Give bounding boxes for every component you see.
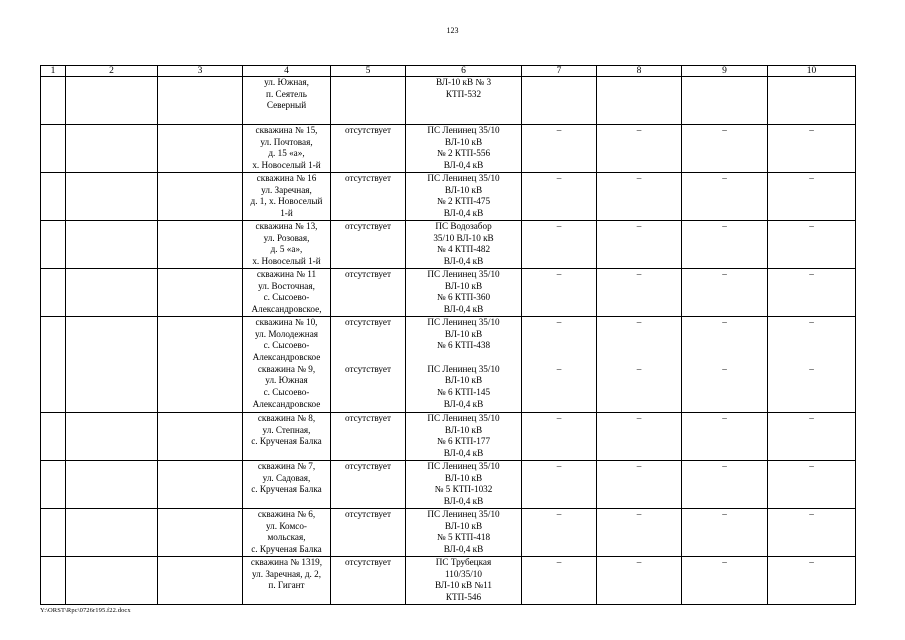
cell-line: № 6 КТП-145 [436,387,491,398]
cell-line: скважина № 9, [257,363,316,374]
cell-line: ПС Ленинец 35/10 [427,173,500,183]
cell-power-source [406,269,522,317]
cell-c9 [682,221,768,269]
dash-mark: – [556,125,562,135]
status-text: отсутствует [345,173,391,183]
cell-col-2 [66,509,158,557]
status-text: отсутствует [345,364,391,374]
dash-mark: – [722,269,727,279]
cell-line: с. Крученая Балка [251,436,322,447]
cell-c7 [522,173,597,221]
cell-line: Александровское, [251,304,322,315]
col-number: 8 [597,66,682,77]
cell-line: д. 15 «а», [268,148,305,159]
cell-object [243,317,331,413]
cell-c10 [768,461,856,509]
cell-line: ул. Восточная, [258,280,315,291]
cell-power-source [406,557,522,605]
cell-col-3 [158,509,243,557]
status-text: отсутствует [345,461,391,471]
cell-line: ул. Садовая, [262,472,311,483]
table-row [41,557,856,605]
cell-c9 [682,125,768,173]
cell-c7 [522,317,597,413]
dash-mark: – [809,173,814,183]
cell-col-3 [158,557,243,605]
cell-col-3 [158,221,243,269]
status-text: отсутствует [345,317,391,327]
cell-col-3 [158,77,243,125]
cell-line: № 6 КТП-177 [436,436,491,447]
cell-object [243,557,331,605]
table-row [41,77,856,125]
cell-col-2 [66,461,158,509]
cell-col-2 [66,77,158,125]
status-text: отсутствует [345,221,391,231]
cell-line: х. Новоселый 1-й [252,256,321,267]
cell-c8 [597,269,682,317]
cell-line: д. 1, х. Новоселый [250,196,323,207]
column-number-row [41,66,856,77]
col-number: 2 [66,66,158,77]
dash-mark: – [556,221,562,231]
table-row [41,509,856,557]
cell-line: ВЛ-10 кВ №11 [434,580,493,591]
cell-line: ВЛ-0,4 кВ [443,496,484,507]
cell-col-2 [66,125,158,173]
cell-c8 [597,461,682,509]
cell-c7 [522,221,597,269]
status-text: отсутствует [345,557,391,567]
dash-mark: – [556,509,562,519]
cell-line: ПС Ленинец 35/10 [427,363,500,374]
cell-line: ПС Ленинец 35/10 [427,317,500,327]
dash-mark: – [809,221,814,231]
cell-line: ул. Степная, [262,424,311,435]
cell-line: № 6 КТП-360 [436,292,491,303]
dash-mark: – [556,413,562,423]
dash-mark: – [636,221,642,231]
cell-power-source [406,173,522,221]
cell-col-1 [41,557,66,605]
cell-status [331,173,406,221]
dash-mark: – [722,557,727,567]
cell-c10 [768,77,856,125]
col-number: 5 [331,66,406,77]
table-row [41,317,856,413]
dash-mark: – [556,269,562,279]
cell-object [243,461,331,509]
dash-mark: – [556,461,562,471]
dash-mark: – [636,173,642,183]
col-number: 6 [406,66,522,77]
cell-c7 [522,77,597,125]
cell-c7 [522,557,597,605]
cell-line: ул. Южная [265,375,308,386]
dash-mark: – [809,413,814,423]
cell-c8 [597,557,682,605]
dash-mark: – [809,364,814,374]
cell-c9 [682,317,768,413]
cell-c7 [522,413,597,461]
dash-mark: – [636,125,642,135]
cell-c9 [682,173,768,221]
dash-mark: – [556,173,562,183]
dash-mark: – [722,173,727,183]
cell-c8 [597,173,682,221]
status-text: отсутствует [345,413,391,423]
cell-line: с. Сысоево- [263,340,310,351]
cell-line: ВЛ-10 кВ [444,424,483,435]
cell-c10 [768,125,856,173]
cell-col-1 [41,125,66,173]
cell-c8 [597,221,682,269]
cell-power-source [406,413,522,461]
cell-line: № 5 КТП-418 [436,532,491,543]
page-number: 123 [446,26,459,35]
table-row [41,269,856,317]
cell-line: п. Сеятель [266,88,307,99]
cell-c7 [522,461,597,509]
cell-line: мольская, [267,532,306,543]
col-number: 10 [768,66,856,77]
cell-col-3 [158,461,243,509]
cell-power-source [406,317,522,413]
cell-line: ул. Заречная, д. 2, [251,568,322,579]
col-number: 4 [243,66,331,77]
cell-line: с. Крученая Балка [251,544,322,555]
cell-line: № 5 КТП-1032 [434,484,493,495]
dash-mark: – [636,557,642,567]
cell-line: ВЛ-10 кВ [444,136,483,147]
cell-status [331,317,406,413]
cell-line: ВЛ-0,4 кВ [443,256,484,267]
cell-c9 [682,77,768,125]
cell-c9 [682,461,768,509]
cell-c10 [768,317,856,413]
cell-line: ВЛ-10 кВ [444,520,483,531]
cell-line: Александровское [252,398,321,409]
cell-line: с. Крученая Балка [251,484,322,495]
cell-c9 [682,269,768,317]
dash-mark: – [722,413,727,423]
cell-col-1 [41,77,66,125]
dash-mark: – [636,509,642,519]
cell-line: № 2 КТП-475 [436,196,491,207]
cell-line: с. Сысоево- [263,292,310,303]
cell-line: Северный [266,100,307,111]
cell-col-1 [41,173,66,221]
cell-line: КТП-546 [445,592,482,603]
cell-c8 [597,77,682,125]
cell-object [243,173,331,221]
cell-c10 [768,221,856,269]
cell-line: ул. Заречная, [261,184,312,195]
cell-line: ПС Ленинец 35/10 [427,125,500,135]
dash-mark: – [556,317,562,327]
cell-object [243,221,331,269]
cell-line: ВЛ-0,4 кВ [443,448,484,459]
cell-c8 [597,413,682,461]
cell-line: ПС Ленинец 35/10 [427,413,500,423]
cell-c7 [522,125,597,173]
cell-col-1 [41,317,66,413]
cell-c10 [768,413,856,461]
data-table [40,65,856,605]
cell-col-2 [66,413,158,461]
cell-line: ВЛ-0,4 кВ [443,304,484,315]
cell-line: ВЛ-10 кВ № 3 [435,77,492,87]
cell-line: скважина № 8, [257,413,316,423]
cell-line: 1-й [280,208,293,219]
cell-line: скважина № 1319, [250,557,323,567]
file-path-footer: Y:\ORST\Rpc\0726r195.f22.docx [40,607,131,614]
col-number: 3 [158,66,243,77]
dash-mark: – [722,364,727,374]
dash-mark: – [722,221,727,231]
col-number: 7 [522,66,597,77]
dash-mark: – [722,509,727,519]
cell-c9 [682,509,768,557]
cell-col-1 [41,461,66,509]
cell-col-1 [41,221,66,269]
cell-c9 [682,413,768,461]
cell-line: ВЛ-0,4 кВ [443,160,484,171]
status-text: отсутствует [345,125,391,135]
cell-line: ВЛ-10 кВ [444,375,483,386]
cell-status [331,269,406,317]
cell-col-2 [66,221,158,269]
cell-col-3 [158,269,243,317]
cell-col-2 [66,173,158,221]
cell-status [331,413,406,461]
cell-col-3 [158,317,243,413]
cell-line: п. Гигант [268,580,305,591]
cell-line: ПС Ленинец 35/10 [427,509,500,519]
cell-power-source [406,77,522,125]
col-number: 9 [682,66,768,77]
dash-mark: – [636,364,642,374]
cell-c7 [522,269,597,317]
cell-line: скважина № 15, [255,125,318,135]
cell-line: д. 5 «а», [270,244,303,255]
dash-mark: – [809,125,814,135]
dash-mark: – [556,557,562,567]
cell-col-2 [66,317,158,413]
dash-mark: – [809,557,814,567]
cell-line: КТП-532 [445,88,482,99]
status-text: отсутствует [345,269,391,279]
cell-power-source [406,221,522,269]
cell-line: Александровское [252,352,321,363]
cell-line: № 6 КТП-438 [436,340,491,351]
cell-line: ул. Почтовая, [260,136,313,147]
dash-mark: – [722,317,727,327]
col-number: 1 [41,66,66,77]
cell-object [243,125,331,173]
cell-line: ВЛ-10 кВ [444,280,483,291]
cell-power-source [406,509,522,557]
dash-mark: – [636,269,642,279]
cell-line: ВЛ-10 кВ [444,328,483,339]
cell-c8 [597,125,682,173]
cell-power-source [406,461,522,509]
table-row [41,461,856,509]
cell-line: скважина № 13, [255,221,318,231]
cell-line: ул. Розовая, [263,232,310,243]
dash-mark: – [636,317,642,327]
dash-mark: – [809,317,814,327]
cell-line [406,352,521,364]
cell-status [331,557,406,605]
cell-line: № 2 КТП-556 [436,148,491,159]
cell-line: ВЛ-10 кВ [444,472,483,483]
cell-col-2 [66,269,158,317]
cell-col-2 [66,557,158,605]
cell-line: ПС Ленинец 35/10 [427,269,500,279]
cell-line: ул. Молодежная [254,328,318,339]
cell-col-1 [41,413,66,461]
cell-line: скважина № 16 [256,173,317,183]
cell-c9 [682,557,768,605]
cell-col-3 [158,125,243,173]
cell-line: ПС Трубецкая [435,557,492,567]
cell-c10 [768,509,856,557]
cell-c10 [768,269,856,317]
cell-status [331,509,406,557]
cell-line: ВЛ-0,4 кВ [443,208,484,219]
cell-col-1 [41,269,66,317]
cell-c8 [597,317,682,413]
cell-status [331,461,406,509]
cell-status [331,125,406,173]
cell-c7 [522,509,597,557]
cell-c10 [768,557,856,605]
cell-line: 110/35/10 [445,568,482,579]
cell-object [243,413,331,461]
dash-mark: – [809,509,814,519]
cell-line: 35/10 ВЛ-10 кВ [433,232,494,243]
table-row [41,221,856,269]
cell-c10 [768,173,856,221]
cell-col-3 [158,413,243,461]
cell-object [243,77,331,125]
status-text: отсутствует [345,509,391,519]
cell-line: скважина № 11 [256,269,317,279]
dash-mark: – [636,413,642,423]
cell-line: скважина № 7, [257,461,316,471]
table-row [41,125,856,173]
cell-line: х. Новоселый 1-й [252,160,321,171]
cell-line: скважина № 6, [257,509,316,519]
cell-line: ПС Ленинец 35/10 [427,461,500,471]
cell-power-source [406,125,522,173]
cell-line: ВЛ-0,4 кВ [443,398,484,409]
dash-mark: – [636,461,642,471]
cell-line: с. Сысоево- [263,387,310,398]
cell-c8 [597,509,682,557]
dash-mark: – [556,364,562,374]
cell-line: скважина № 10, [255,317,318,327]
cell-object [243,509,331,557]
cell-object [243,269,331,317]
cell-line: ул. Комсо- [265,520,307,531]
cell-line: ул. Южная, [264,77,309,87]
cell-col-3 [158,173,243,221]
table-row [41,413,856,461]
cell-col-1 [41,509,66,557]
cell-line: ВЛ-10 кВ [444,184,483,195]
cell-line: ВЛ-0,4 кВ [443,544,484,555]
dash-mark: – [722,461,727,471]
cell-line: ПС Водозабор [435,221,492,231]
cell-line: № 4 КТП-482 [436,244,491,255]
table-row [41,173,856,221]
dash-mark: – [809,269,814,279]
cell-status [331,221,406,269]
dash-mark: – [809,461,814,471]
dash-mark: – [722,125,727,135]
cell-status [331,77,406,125]
